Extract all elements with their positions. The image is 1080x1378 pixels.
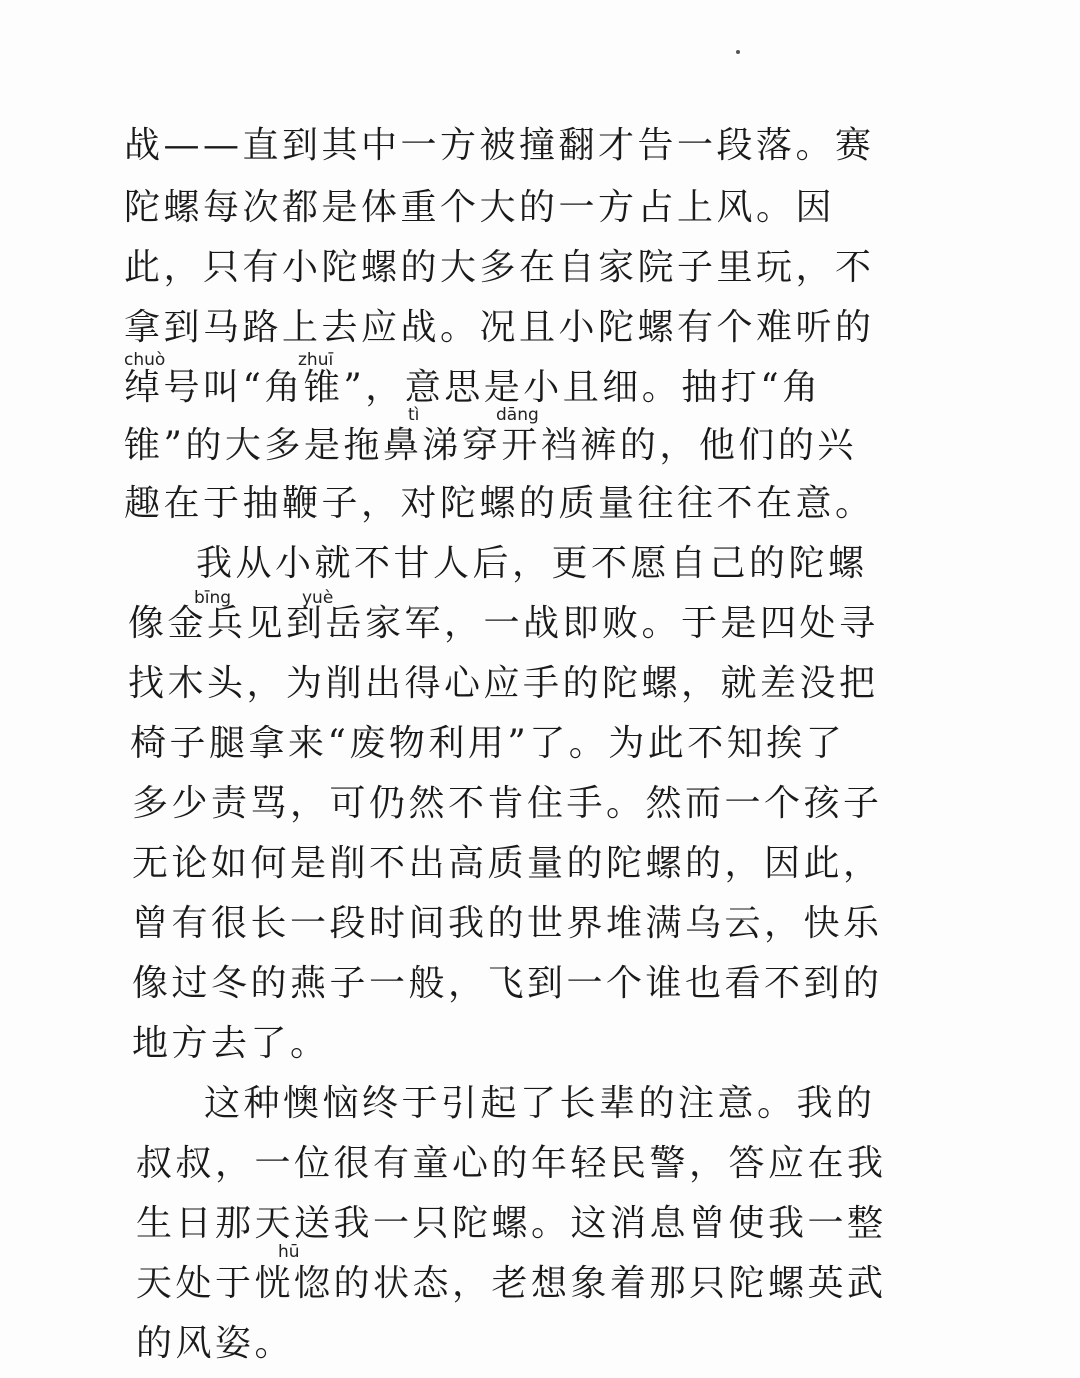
text-line-16: 地方去了。: [132, 1023, 330, 1064]
pinyin-ti: tì: [408, 405, 420, 425]
text-line-14: 曾有很长一段时间我的世界堆满乌云，快乐: [132, 903, 883, 944]
text-line-19: 生日那天送我一只陀螺。这消息曾使我一整: [136, 1203, 887, 1244]
text-line-10: 找木头，为削出得心应手的陀螺，就差没把: [128, 663, 879, 704]
text-line-2: 陀螺每次都是体重个大的一方占上风。因: [124, 187, 836, 228]
pinyin-chuo: chuò: [124, 350, 166, 370]
text-line-6: 锥”的大多是拖鼻涕穿开裆裤的，他们的兴: [124, 425, 857, 466]
text-line-3: 此，只有小陀螺的大多在自家院子里玩，不: [124, 247, 875, 288]
text-line-15: 像过冬的燕子一般，飞到一个谁也看不到的: [132, 963, 883, 1004]
text-line-11: 椅子腿拿来“废物利用”了。为此不知挨了: [130, 723, 846, 764]
pinyin-zhui: zhuī: [298, 350, 334, 370]
page-speck: [736, 50, 740, 54]
text-line-18: 叔叔，一位很有童心的年轻民警，答应在我: [136, 1143, 887, 1184]
pinyin-bing: bīng: [194, 588, 232, 608]
text-line-20: 天处于恍惚的状态，老想象着那只陀螺英武: [136, 1263, 887, 1304]
text-line-4: 拿到马路上去应战。况且小陀螺有个难听的: [124, 307, 875, 348]
text-line-8: 我从小就不甘人后，更不愿自己的陀螺: [196, 543, 868, 584]
text-line-5: 绰号叫“角锥”，意思是小且细。抽打“角: [124, 367, 822, 408]
text-line-1: 战——直到其中一方被撞翻才告一段落。赛: [124, 125, 875, 166]
pinyin-dang: dāng: [496, 405, 539, 425]
text-line-9: 像金兵见到岳家军，一战即败。于是四处寻: [128, 603, 879, 644]
text-line-21: 的风姿。: [136, 1323, 295, 1364]
text-line-13: 无论如何是削不出高质量的陀螺的，因此，: [132, 843, 883, 884]
pinyin-yue: yuè: [302, 588, 334, 608]
text-line-12: 多少责骂，可仍然不肯住手。然而一个孩子: [132, 783, 883, 824]
text-line-17: 这种懊恼终于引起了长辈的注意。我的: [204, 1083, 876, 1124]
text-line-7: 趣在于抽鞭子，对陀螺的质量往往不在意。: [124, 483, 875, 524]
pinyin-hu: hū: [278, 1242, 300, 1262]
